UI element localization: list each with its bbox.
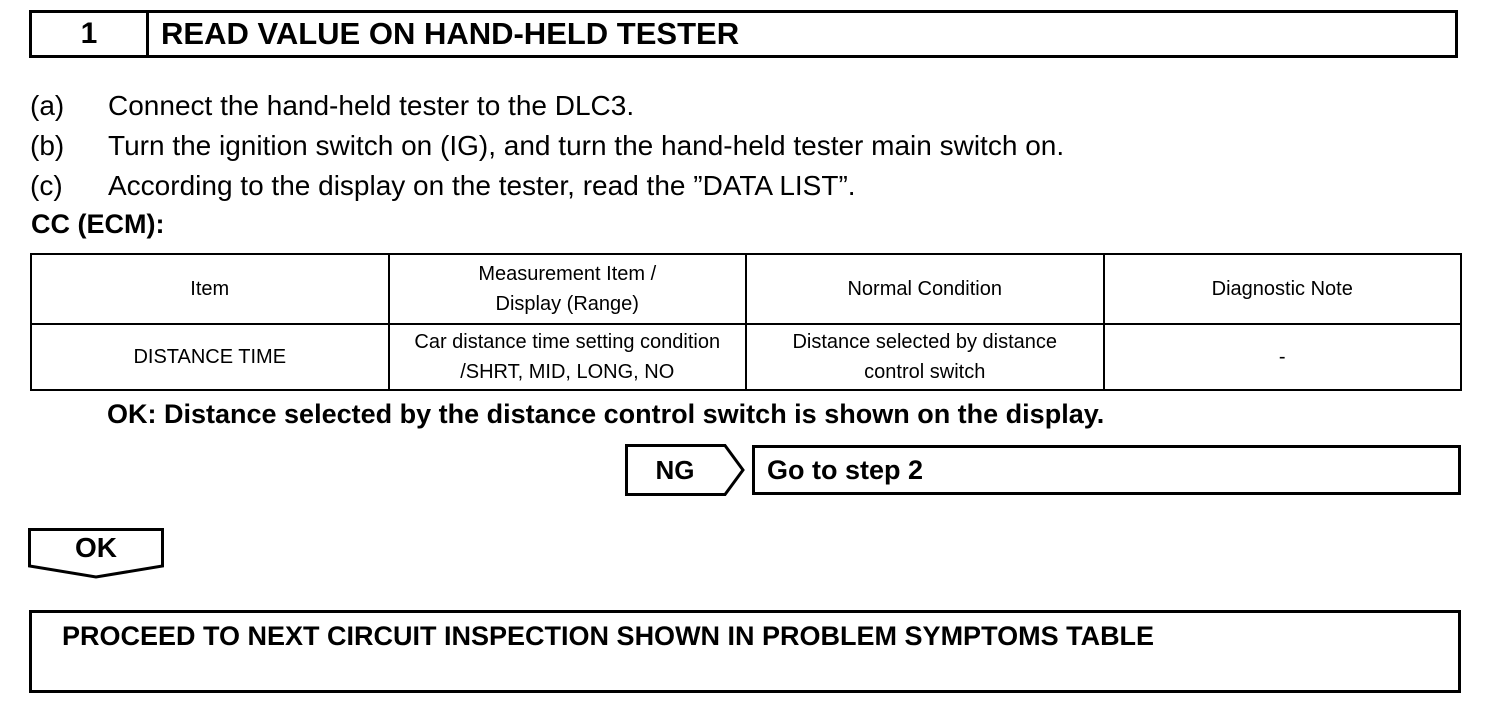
- instruction-a: [30, 89, 634, 123]
- cell-diagnostic-note: -: [1104, 324, 1462, 390]
- header-measurement: [389, 254, 747, 324]
- step-title: READ VALUE ON HAND-HELD TESTER: [161, 16, 740, 51]
- data-list-table: [30, 253, 1462, 391]
- ok-label: OK: [75, 532, 117, 563]
- instruction-c: [30, 169, 856, 203]
- header-measurement-line1: Measurement Item /: [478, 263, 657, 285]
- cell-item: DISTANCE TIME: [31, 324, 389, 390]
- step-number: 1: [32, 13, 149, 55]
- cell-measurement-line1: Car distance time setting condition: [414, 331, 721, 353]
- instruction-label: (b): [30, 130, 65, 161]
- ng-label: NG: [655, 454, 695, 485]
- cell-normal-condition: [746, 324, 1104, 390]
- section-title: CC (ECM):: [31, 209, 165, 239]
- proceed-box: PROCEED TO NEXT CIRCUIT INSPECTION SHOWN IN PROBLEM SYMPTOMS TABLE: [29, 610, 1461, 693]
- cell-normal-line2: control switch: [864, 361, 986, 383]
- cell-measurement-line2: /SHRT, MID, LONG, NO: [460, 361, 675, 383]
- instruction-label: (a): [30, 90, 65, 121]
- cell-measurement: [389, 324, 747, 390]
- ok-condition: OK: Distance selected by the distance control switch is shown on the display.: [107, 399, 1105, 429]
- ok-arrow-tag: [28, 528, 164, 580]
- header-measurement-line2: Display (Range): [495, 293, 639, 315]
- header-normal-condition: Normal Condition: [746, 254, 1104, 324]
- table-row: [31, 324, 1461, 390]
- instruction-label: (c): [30, 170, 63, 201]
- step-header: [29, 10, 1458, 58]
- header-diagnostic-note: Diagnostic Note: [1104, 254, 1462, 324]
- ng-arrow-box: [625, 444, 745, 496]
- go-to-step-box: Go to step 2: [752, 445, 1461, 495]
- instruction-text: Connect the hand-held tester to the DLC3.: [108, 90, 635, 121]
- instruction-text: Turn the ignition switch on (IG), and turn the hand-held tester main switch on.: [108, 130, 1065, 161]
- instruction-text: According to the display on the tester, read the ”DATA LIST”.: [108, 170, 856, 201]
- cell-normal-line1: Distance selected by distance: [792, 331, 1058, 353]
- header-item: Item: [31, 254, 389, 324]
- table-header-row: [31, 254, 1461, 324]
- instruction-b: [30, 129, 1064, 163]
